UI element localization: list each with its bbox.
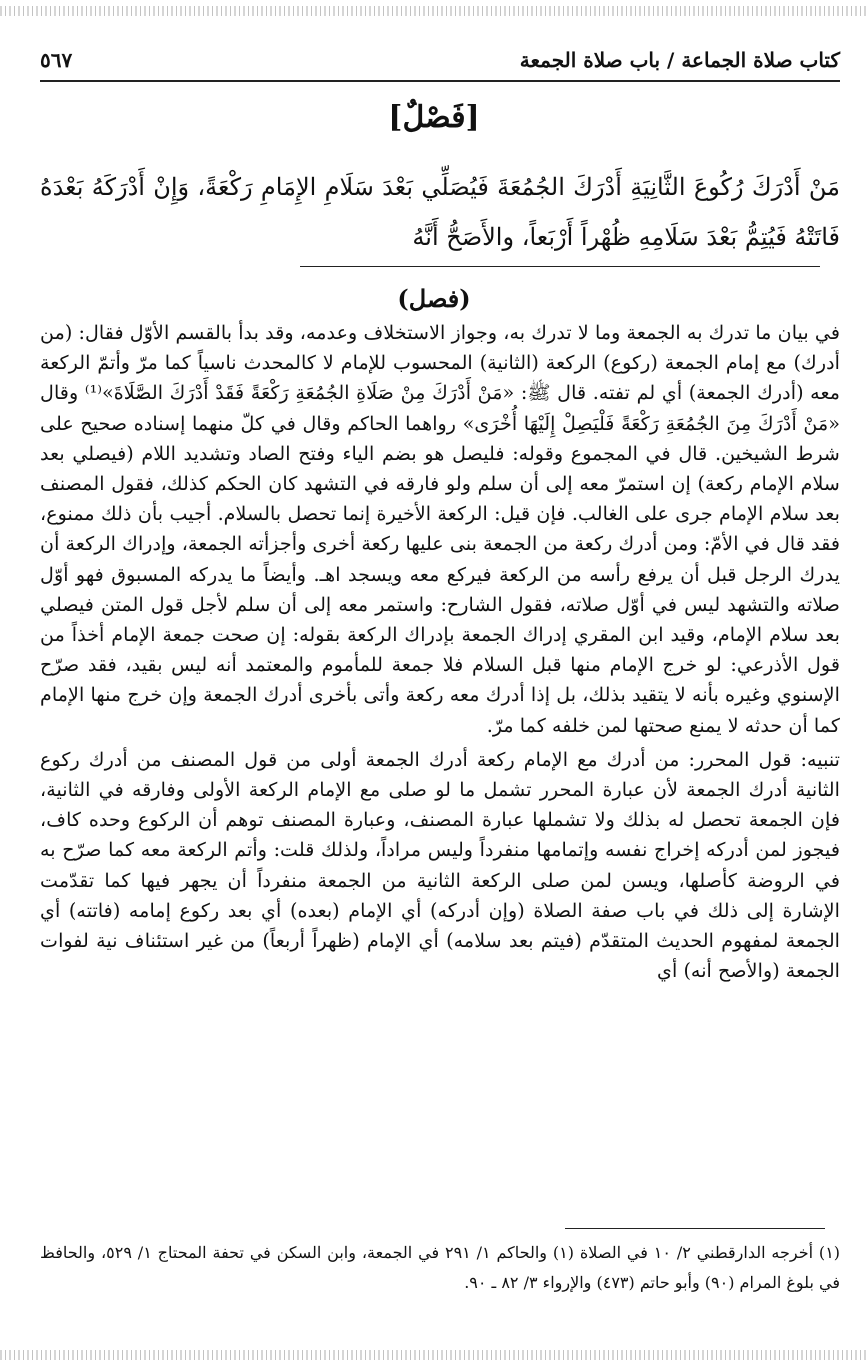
matn-divider <box>300 266 820 267</box>
running-title: كتاب صلاة الجماعة / باب صلاة الجمعة <box>519 48 840 72</box>
footnote-divider <box>565 1228 825 1229</box>
page-header <box>40 40 840 82</box>
matn-text: مَنْ أَدْرَكَ رُكُوعَ الثَّانِيَةِ أَدْرَكَ الجُمُعَةَ فَيُصَلِّي بَعْدَ سَلَامِ الإِمَامِ رَكْعَةً، وَإِنْ أَدْرَكَهُ بَعْدَهُ فَاتَتْهُ فَيُتِمُّ بَعْدَ سَلَامِهِ ظُهْراً أَرْبَعاً، والأَصَحُّ أَنَّهُ <box>40 173 840 251</box>
bottom-ornament-border <box>0 1350 868 1360</box>
commentary-paragraph-tanbih: تنبيه: قول المحرر: من أدرك مع الإمام ركعة أدرك الجمعة أولى من قول المصنف من أدرك ركوع الثانية أدرك الجمعة لأن عبارة المحرر تشمل ما لو صلى مع الإمام الركعة الأولى وفارقه في الثانية، فإن الجمعة تحصل له بذلك ولا تشملها عبارة المصنف، وعبارة المصنف توهم أن الركوع وحده كاف، فيجوز لمن أدركه إخراج نفسه وإتمامها منفرداً وليس مراداً، ولذلك قلت: وأتم الركعة معه كما صرّح به في الروضة كأصلها، ويسن لمن صلى الركعة الثانية من الجمعة منفرداً أن يجهر فيها كما تقدّمت الإشارة إلى ذلك في باب صفة الصلاة (وإن أدركه) أي الإمام (بعده) أي بعد ركوع إمامه (فاتته) أي الجمعة لمفهوم الحديث المتقدّم (فيتم بعد سلامه) أي الإمام (ظهراً أربعاً) من غير استئناف نية لفوات الجمعة (والأصح أنه) أي <box>40 747 840 983</box>
commentary-title: (فصل) <box>397 284 471 313</box>
commentary-body <box>40 318 840 986</box>
commentary-paragraph: في بيان ما تدرك به الجمعة وما لا تدرك به، وجواز الاستخلاف وعدمه، وقد بدأ بالقسم الأوّل فقال: (من أدرك) مع إمام الجمعة (ركوع) الركعة (الثانية) المحسوب للإمام لا كالمحدث ناسياً كما مرّ وأتمّ الركعة معه (أدرك الجمعة) أي لم تفته. قال ﷺ: «مَنْ أَدْرَكَ مِنْ صَلَاةِ الجُمُعَةِ رَكْعَةً فَقَدْ أَدْرَكَ الصَّلَاةَ»⁽¹⁾ وقال «مَنْ أَدْرَكَ مِنَ الجُمُعَةِ رَكْعَةً فَلْيَصِلْ إِلَيْهَا أُخْرَى» رواهما الحاكم وقال في كلّ منهما إسناده صحيح على شرط الشيخين. قال في المجموع وقوله: فليصل هو بضم الياء وفتح الصاد وتشديد اللام (فيصلي بعد سلام الإمام ركعة) إن استمرّ معه إلى أن سلم ولو فارقه في التشهد كان الحكم كذلك، فقول المصنف بعد سلام الإمام جرى على الغالب. فإن قيل: الركعة الأخيرة إنما تحصل بالسلام. أجيب بأن ذلك ممنوع، فقد قال في الأمّ: ومن أدرك ركعة من الجمعة بنى عليها ركعة أخرى وأجزأته الجمعة، وإدراك الركعة أن يدرك الرجل قبل أن يرفع رأسه من الركعة فيركع معه ويسجد اهـ. وأيضاً ما يدركه المسبوق فهو أوّل صلاته والتشهد ليس في أوّل صلاته، فقول الشارح: واستمر معه إلى أن سلم لأجل قول المتن فيصلي بعد سلام الإمام، وقيد ابن المقري إدراك الجمعة بإدراك الركعة بقوله: إن صحت جمعة الإمام أخذاً من قول الأذرعي: لو خرج الإمام منها قبل السلام فلا جمعة للمأموم والمعتمد أنه ليس بقيد، فقد صرّح الإسنوي وغيره بأنه لا يتقيد بذلك، بل إذا أدرك معه ركعة وأتى بأخرى أدرك الجمعة وإن خرج منها الإمام كما أن حدثه لا يمنع صحتها لمن خلفه كما مرّ. <box>40 321 840 737</box>
footnote: (١) أخرجه الدارقطني ٢/ ١٠ في الصلاة (١) والحاكم ١/ ٢٩١ في الجمعة، وابن السكن في تحفة المحتاج ١/ ٥٢٩، والحافظ في بلوغ المرام (٩٠) وأبو حاتم (٤٧٣) والإرواء ٣/ ٨٢ ـ ٩٠. <box>40 1243 841 1292</box>
top-ornament-border <box>0 6 868 16</box>
section-title: [فَصْلٌ] <box>388 100 480 135</box>
page-number: ٥٦٧ <box>40 48 73 72</box>
